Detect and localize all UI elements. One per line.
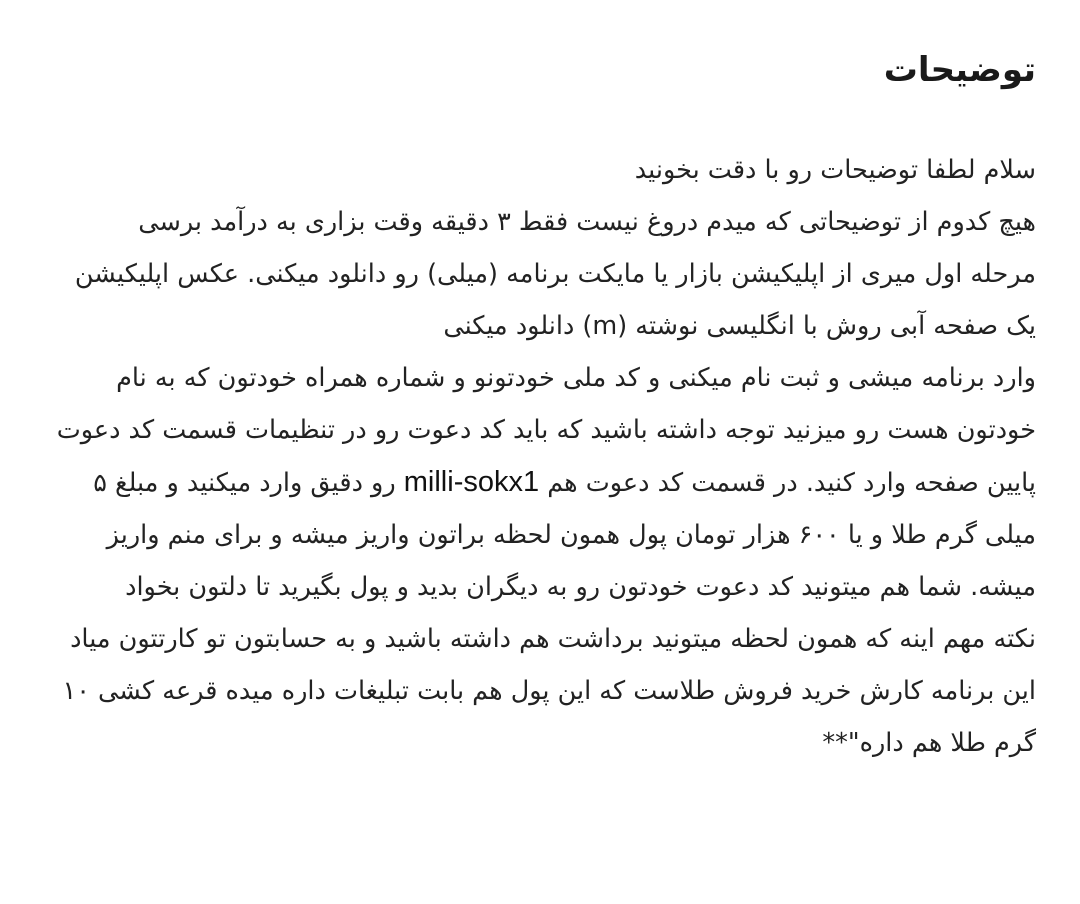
paragraph-invite-instructions (40, 352, 1036, 613)
paragraph-step-one: مرحله اول میری از اپلیکیشن بازار یا مایکت برنامه (میلی) رو دانلود میکنی. عکس اپلیکیشن یک صفحه آبی روش با انگلیسی نوشته (m) دانلود میکنی (74, 259, 1036, 341)
invite-code[interactable]: milli-sokx1 (403, 466, 540, 498)
invite-text-before: وارد برنامه میشی و ثبت نام میکنی و کد ملی خودتونو و شماره همراه خودتون که به نام خودتون هست رو میزنید توجه داشته باشید که باید کد دعوت رو در تنظیمات قسمت کد دعوت پایین صفحه وارد کنید. در قسمت کد دعوت هم (56, 363, 1036, 498)
invite-text-after: رو دقیق وارد میکنید و مبلغ ۵ میلی گرم طلا و یا ۶۰۰ هزار تومان پول همون لحظه براتون واریز میشه و برای منم واریز میشه. شما هم میتونید کد دعوت خودتون رو به دیگران بدید و پول بگیرید تا دلتون بخواد (93, 468, 1036, 602)
paragraph-intro: هیچ کدوم از توضیحاتی که میدم دروغ نیست فقط ۳ دقیقه وقت بزاری به درآمد برسی (138, 207, 1036, 237)
section-title: توضیحات (883, 50, 1036, 90)
paragraph-about-app: این برنامه کارش خرید فروش طلاست که این پول هم بابت تبلیغات داره میده قرعه کشی ۱۰ گرم طلا هم داره"** (62, 676, 1036, 758)
description-body (40, 144, 1036, 769)
paragraph-greeting: سلام لطفا توضیحات رو با دقت بخونید (634, 155, 1036, 185)
paragraph-note: نکته مهم اینه که همون لحظه میتونید برداشت هم داشته باشید و به حسابتون تو کارتتون میاد (70, 624, 1036, 654)
